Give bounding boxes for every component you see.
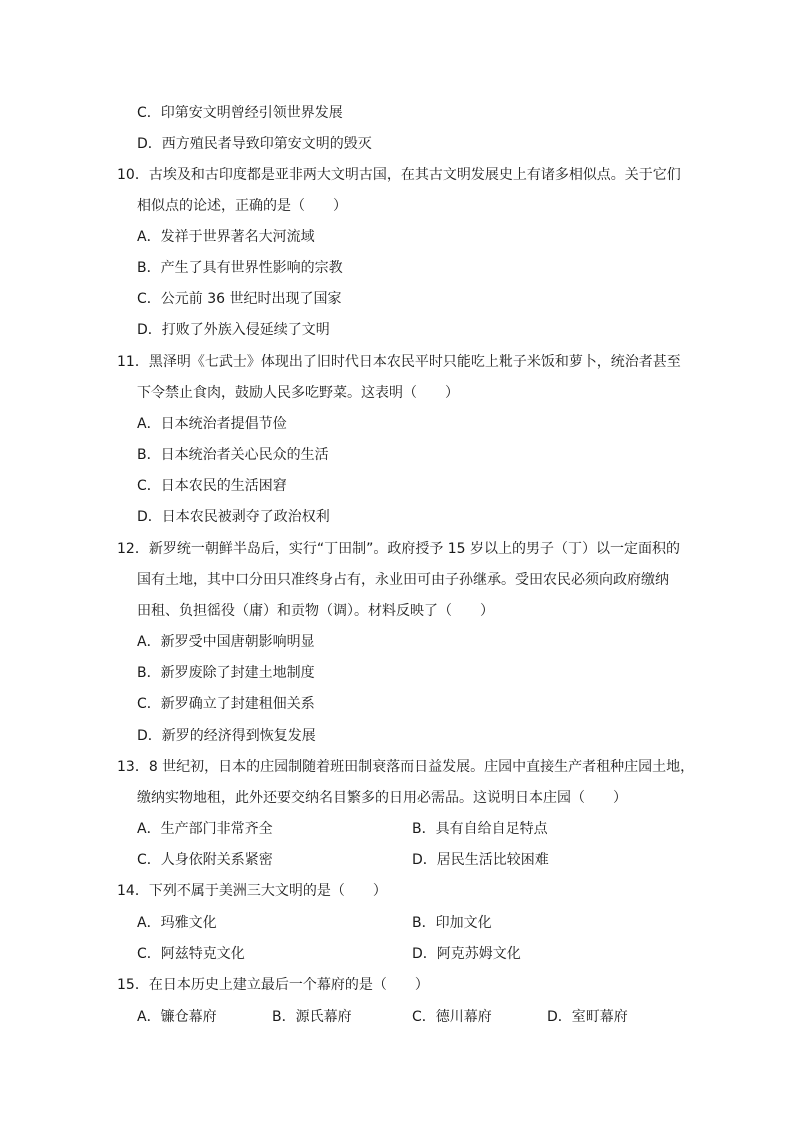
q13-option-b: B．具有自给自足特点 [412, 821, 548, 837]
q11-stem-line2: 下令禁止食肉，鼓励人民多吃野菜。这表明（ ） [137, 385, 459, 401]
q14-option-d: D．阿克苏姆文化 [412, 946, 521, 962]
q11-option-d: D．日本农民被剥夺了政治权利 [137, 509, 330, 525]
q15-option-c: C．德川幕府 [412, 1009, 492, 1025]
q10-option-d: D．打败了外族入侵延续了文明 [137, 322, 330, 338]
q11-option-a: A．日本统治者提倡节俭 [137, 416, 287, 432]
q15-option-d: D．室町幕府 [547, 1009, 628, 1025]
q12-option-b: B．新罗废除了封建土地制度 [137, 665, 315, 681]
q9-option-c: C．印第安文明曾经引领世界发展 [137, 105, 343, 121]
q10-option-b: B．产生了具有世界性影响的宗教 [137, 260, 343, 276]
q12-stem-line3: 田租、负担徭役（庸）和贡物（调）。材料反映了（ ） [137, 603, 494, 619]
q12-stem-line2: 国有土地，其中口分田只准终身占有，永业田可由子孙继承。受田农民必须向政府缴纳 [137, 572, 669, 588]
q12-option-a: A．新罗受中国唐朝影响明显 [137, 634, 315, 650]
q13-option-d: D．居民生活比较困难 [412, 852, 549, 868]
q9-option-d: D．西方殖民者导致印第安文明的毁灭 [137, 136, 372, 152]
q13-option-c: C．人身依附关系紧密 [137, 852, 273, 868]
q15-option-a: A．镰仓幕府 [137, 1009, 217, 1025]
q10-stem-line1: 10．古埃及和古印度都是亚非两大文明古国，在其古文明发展史上有诸多相似点。关于它们 [117, 167, 681, 183]
q10-stem-line2: 相似点的论述，正确的是（ ） [137, 198, 347, 214]
q11-option-c: C．日本农民的生活困窘 [137, 478, 287, 494]
q10-option-a: A．发祥于世界著名大河流域 [137, 229, 315, 245]
q12-stem-line1: 12．新罗统一朝鲜半岛后，实行“丁田制”。政府授予 15 岁以上的男子（丁）以一定面积的 [117, 541, 681, 557]
q15-stem: 15．在日本历史上建立最后一个幕府的是（ ） [117, 977, 429, 993]
q14-option-a: A．玛雅文化 [137, 915, 217, 931]
q12-option-d: D．新罗的经济得到恢复发展 [137, 728, 316, 744]
q10-option-c: C．公元前 36 世纪时出现了国家 [137, 291, 342, 307]
q14-option-c: C．阿兹特克文化 [137, 946, 245, 962]
q11-stem-line1: 11．黑泽明《七武士》体现出了旧时代日本农民平时只能吃上粃子米饭和萝卜，统治者甚至 [117, 354, 681, 370]
q14-stem: 14．下列不属于美洲三大文明的是（ ） [117, 883, 387, 899]
q14-option-b: B．印加文化 [412, 915, 492, 931]
q15-option-b: B．源氏幕府 [272, 1009, 352, 1025]
q13-option-a: A．生产部门非常齐全 [137, 821, 273, 837]
q11-option-b: B．日本统治者关心民众的生活 [137, 447, 329, 463]
q12-option-c: C．新罗确立了封建租佃关系 [137, 696, 315, 712]
q13-stem-line1: 13．8 世纪初，日本的庄园制随着班田制衰落而日益发展。庄园中直接生产者租种庄园土地， [117, 759, 695, 775]
q13-stem-line2: 缴纳实物地租，此外还要交纳名目繁多的日用必需品。这说明日本庄园（ ） [137, 790, 627, 806]
